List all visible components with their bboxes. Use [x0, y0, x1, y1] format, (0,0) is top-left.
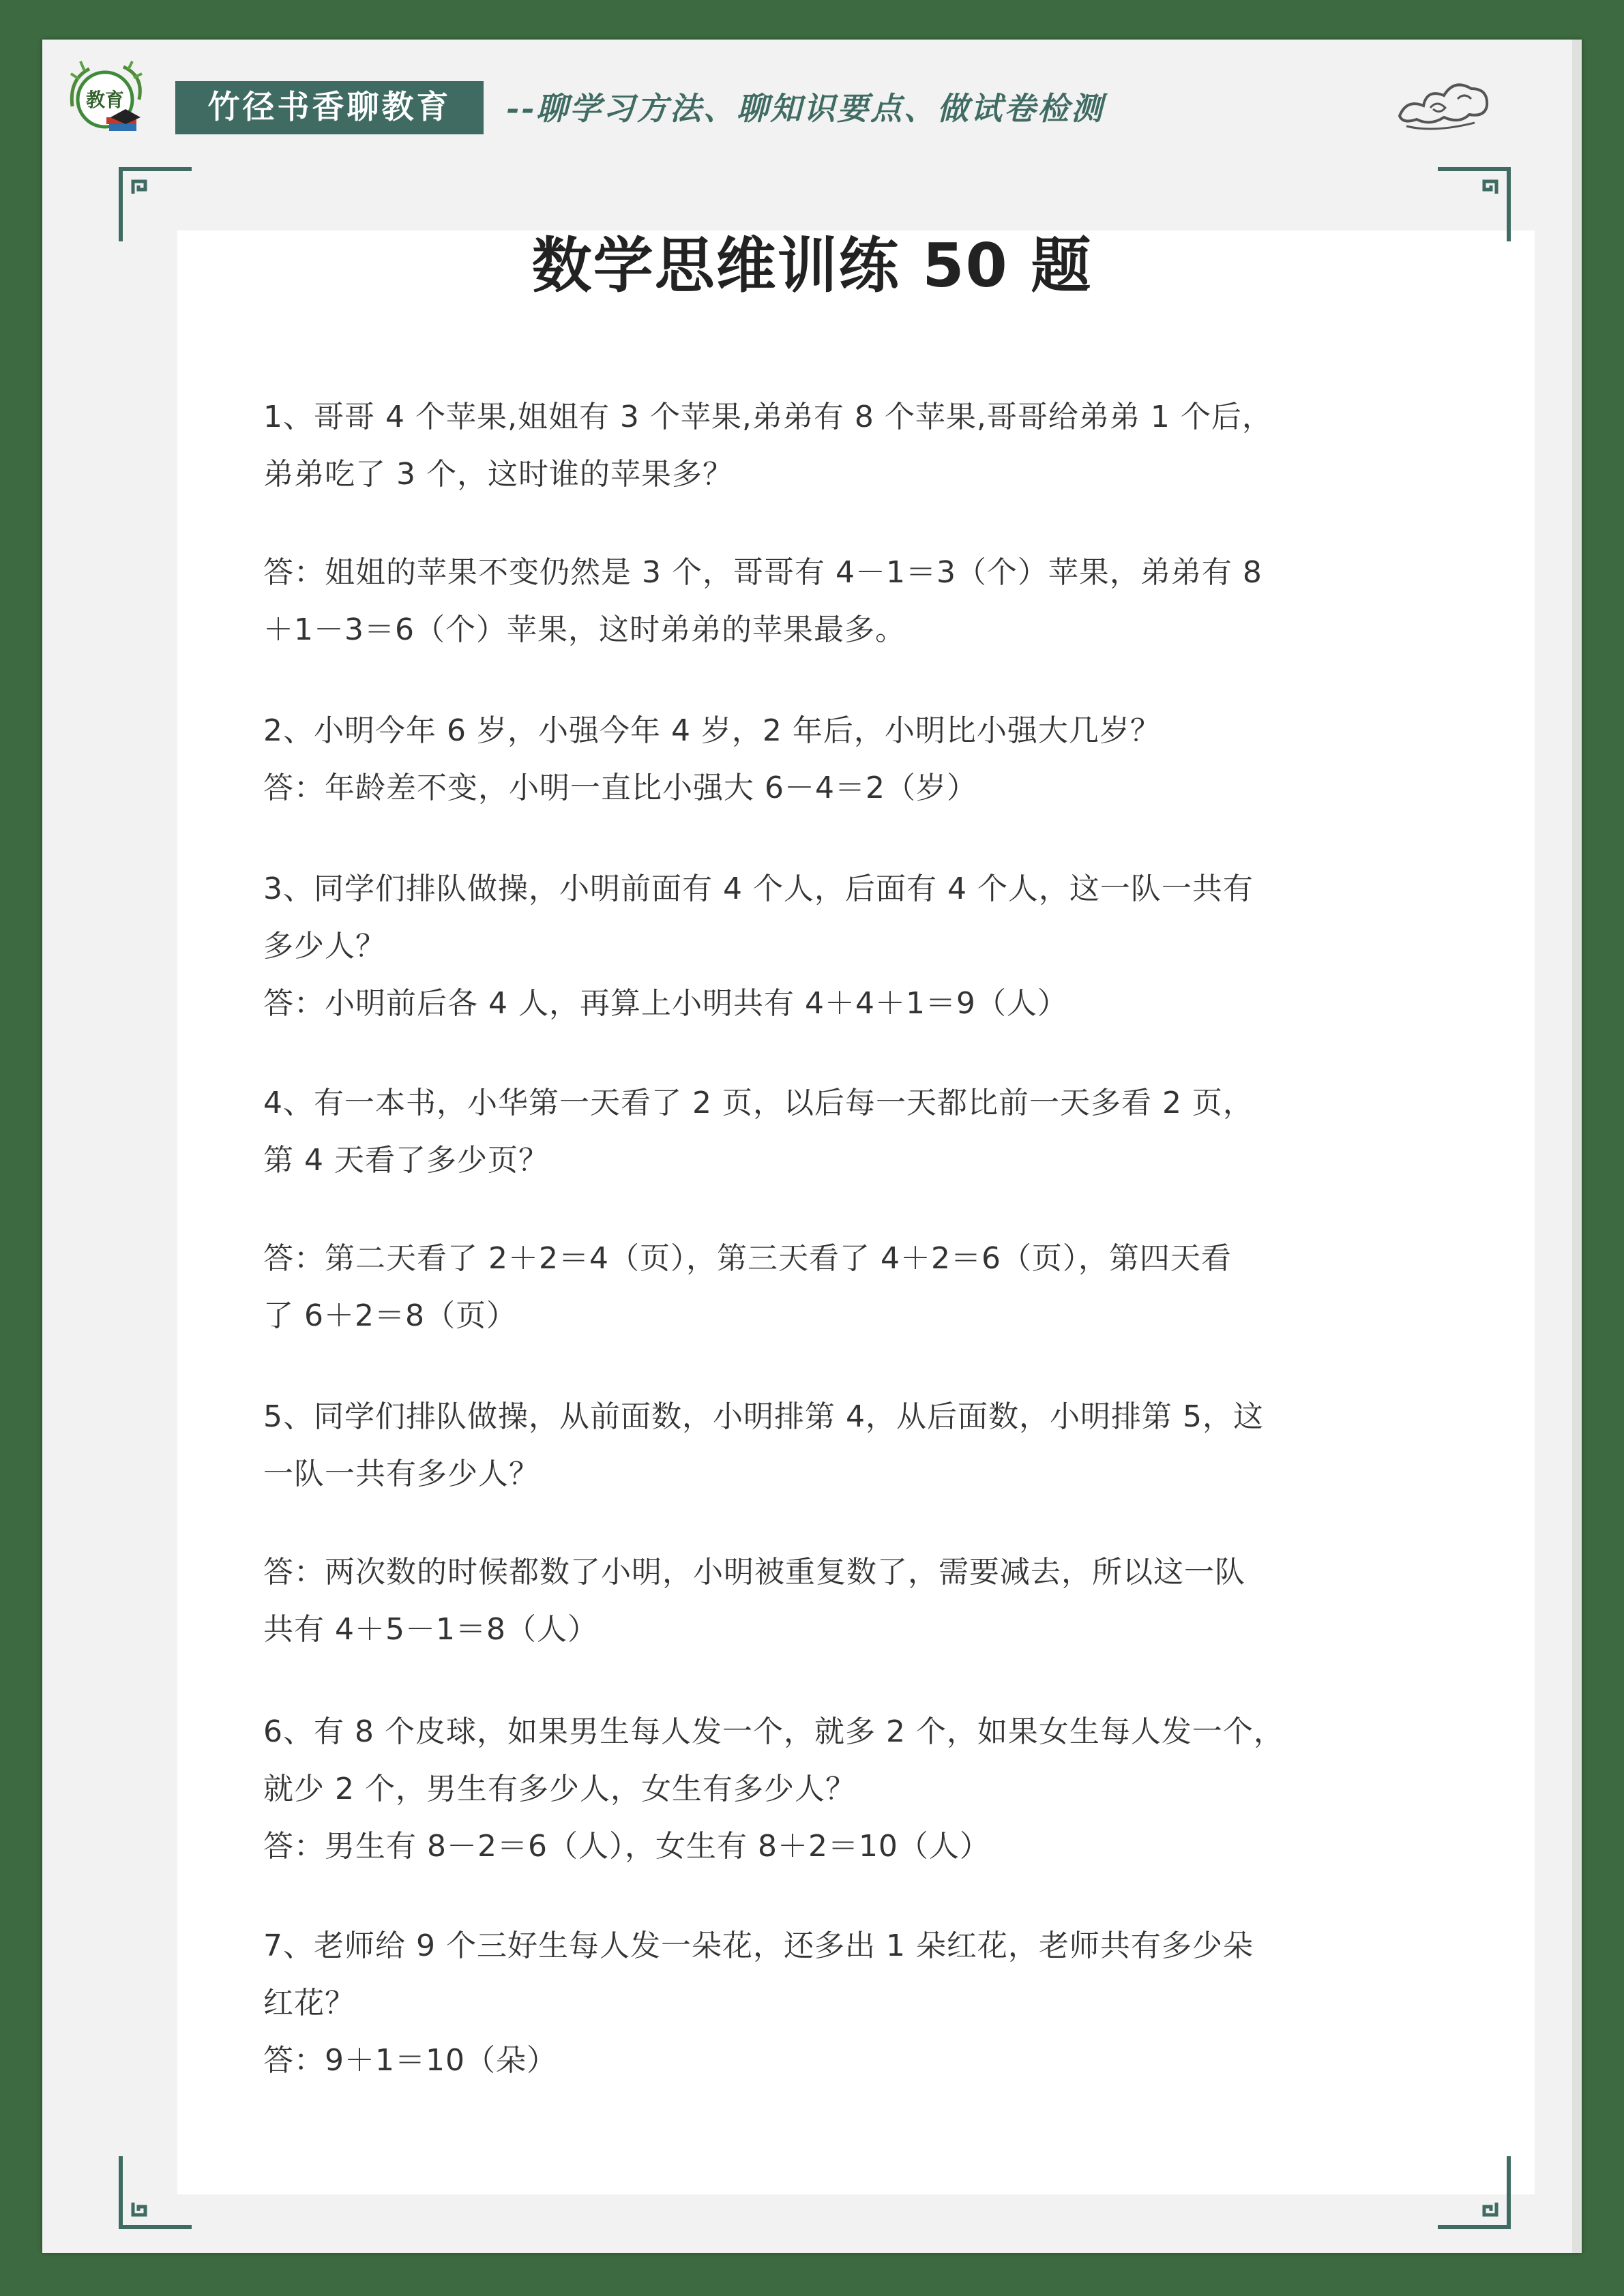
question-text: 多少人？ [263, 929, 386, 964]
question-4 [263, 1075, 1368, 1345]
question-text: 2、小明今年 6 岁，小强今年 4 岁，2 年后，小明比小强大几岁？ [263, 713, 1161, 748]
question-text: 一队一共有多少人？ [263, 1457, 540, 1491]
header-tagline: --聊学习方法、聊知识要点、做试卷检测 [506, 90, 1105, 127]
page-title: 数学思维训练 50 题 [531, 230, 1093, 301]
education-logo-icon [65, 59, 147, 140]
answer-text: ＋1－3＝6（个）苹果，这时弟弟的苹果最多。 [263, 612, 906, 647]
question-1 [263, 389, 1368, 659]
question-2 [263, 702, 1368, 817]
answer-text: 答：两次数的时候都数了小明，小明被重复数了，需要减去，所以这一队 [263, 1555, 1245, 1590]
question-3 [263, 861, 1368, 1032]
question-text: 第 4 天看了多少页？ [263, 1143, 549, 1178]
answer-text: 答：9＋1＝10（朵） [263, 2043, 557, 2078]
brand-name: 竹径书香聊教育 [175, 81, 484, 134]
question-text: 5、同学们排队做操，从前面数，小明排第 4，从后面数，小明排第 5，这 [263, 1399, 1264, 1434]
question-text: 红花？ [263, 1986, 355, 2021]
answer-text: 答：年龄差不变，小明一直比小强大 6－4＝2（岁） [263, 771, 977, 805]
paper-edge [1572, 40, 1582, 2253]
answer-text: 答：第二天看了 2＋2＝4（页），第三天看了 4＋2＝6（页），第四天看 [263, 1241, 1232, 1276]
auspicious-cloud-icon [1393, 68, 1495, 136]
answer-text: 共有 4＋5－1＝8（人） [263, 1612, 598, 1647]
answer-text: 了 6＋2＝8（页） [263, 1298, 517, 1333]
answer-text: 答：姐姐的苹果不变仍然是 3 个，哥哥有 4－1＝3（个）苹果，弟弟有 8 [263, 555, 1263, 590]
answer-text: 答：男生有 8－2＝6（人），女生有 8＋2＝10（人） [263, 1829, 990, 1864]
logo-text: 教育 [85, 89, 125, 111]
question-text: 4、有一本书，小华第一天看了 2 页，以后每一天都比前一天多看 2 页， [263, 1086, 1254, 1120]
question-6 [263, 1703, 1368, 1875]
corner-ornament-bottom-right-icon [1435, 2153, 1511, 2230]
question-text: 6、有 8 个皮球，如果男生每人发一个，就多 2 个，如果女生每人发一个， [263, 1714, 1284, 1749]
question-text: 就少 2 个，男生有多少人，女生有多少人？ [263, 1772, 856, 1806]
question-text: 1、哥哥 4 个苹果,姐姐有 3 个苹果,弟弟有 8 个苹果,哥哥给弟弟 1 个后， [263, 400, 1273, 434]
question-text: 3、同学们排队做操，小明前面有 4 个人，后面有 4 个人，这一队一共有 [263, 871, 1254, 906]
corner-ornament-bottom-left-icon [118, 2153, 194, 2230]
question-text: 弟弟吃了 3 个，这时谁的苹果多？ [263, 457, 733, 492]
question-7 [263, 1918, 1368, 2089]
answer-text: 答：小明前后各 4 人，再算上小明共有 4＋4＋1＝9（人） [263, 986, 1068, 1021]
question-5 [263, 1388, 1368, 1658]
question-text: 7、老师给 9 个三好生每人发一朵花，还多出 1 朵红花，老师共有多少朵 [263, 1928, 1254, 1963]
